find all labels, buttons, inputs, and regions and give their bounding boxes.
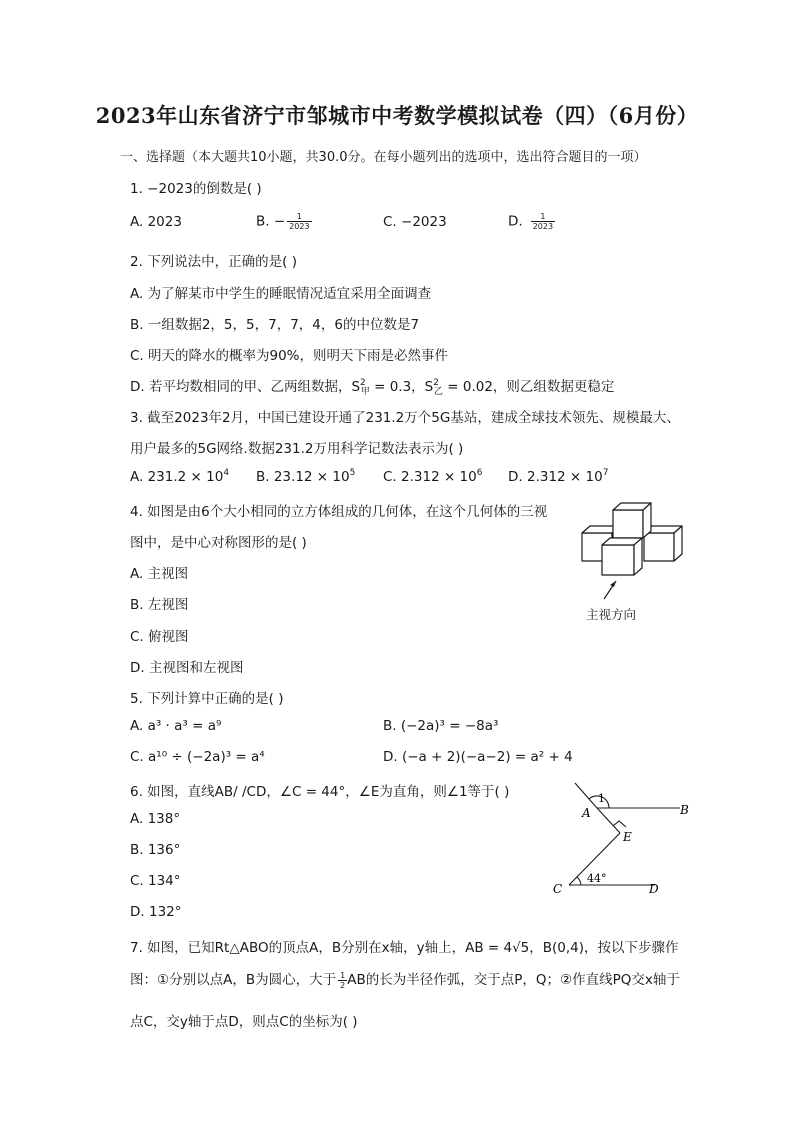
denominator: 2023	[289, 222, 310, 231]
question-6-option-d: D. 132°	[130, 904, 182, 920]
question-2-stem: 2. 下列说法中，正确的是( )	[130, 254, 297, 270]
d-sup-1: 2	[360, 378, 366, 388]
question-3-option-a	[130, 468, 229, 485]
question-3-option-d	[508, 468, 608, 485]
option-c-exp: 6	[476, 468, 483, 478]
question-4-line-1: 4. 如图是由6个大小相同的立方体组成的几何体，在这个几何体的三视	[130, 504, 548, 520]
question-1-option-b	[256, 212, 312, 231]
question-7-line-3: 点C，交y轴于点D，则点C的坐标为( )	[130, 1014, 358, 1030]
question-3-option-b	[256, 468, 355, 485]
question-1-option-d	[508, 212, 555, 231]
figure-label-a: A	[582, 806, 591, 820]
question-1-option-a: A. 2023	[130, 214, 182, 230]
option-a-text: A. 231.2 × 10	[130, 469, 224, 485]
question-5-stem: 5. 下列计算中正确的是( )	[130, 691, 284, 707]
denominator: 2	[340, 980, 346, 990]
fraction	[287, 212, 311, 231]
question-7-line-2	[130, 968, 680, 990]
denominator: 2023	[532, 222, 554, 231]
d-sup-2: 2	[433, 378, 439, 388]
d-sub-1: 甲	[360, 387, 370, 397]
fraction	[531, 212, 555, 231]
option-d-prefix: D.	[508, 213, 523, 230]
parallel-lines-figure	[545, 775, 705, 900]
section-heading: 一、选择题（本大题共10小题，共30.0分。在每小题列出的选项中，选出符合题目的一项）	[120, 150, 647, 165]
d-text-2: = 0.3，S	[369, 379, 434, 395]
cube-back-right	[644, 533, 674, 561]
half-fraction	[338, 971, 347, 990]
question-3-line-2: 用户最多的5G网络.数据231.2万用科学记数法表示为( )	[130, 441, 464, 457]
question-5-option-c: C. a¹⁰ ÷ (−2a)³ = a⁴	[130, 749, 265, 765]
line-ae	[597, 808, 620, 833]
d-text-3: = 0.02，则乙组数据更稳定	[442, 379, 615, 395]
page-title: 2023年山东省济宁市邹城市中考数学模拟试卷（四）（6月份）	[95, 103, 699, 128]
option-d-text: D. 2.312 × 10	[508, 469, 603, 485]
right-angle-mark	[613, 821, 626, 827]
question-2-option-d	[130, 375, 614, 397]
question-5-option-b: B. (−2a)³ = −8a³	[383, 718, 499, 734]
question-1-option-c: C. −2023	[383, 214, 447, 230]
figure-label-c: C	[553, 882, 563, 896]
angle-c-arc	[577, 877, 581, 885]
option-b-text: B. 23.12 × 10	[256, 469, 350, 485]
option-c-text: C. 2.312 × 10	[383, 469, 477, 485]
question-4-option-a: A. 主视图	[130, 566, 189, 582]
line-2-part-a: 图：①分别以点A，B为圆心，大于	[130, 972, 337, 988]
cube-top	[613, 510, 643, 538]
view-direction-label: 主视方向	[586, 607, 637, 622]
numerator: 1	[340, 970, 346, 980]
question-4-option-b: B. 左视图	[130, 597, 189, 613]
question-6-option-c: C. 134°	[130, 873, 181, 889]
question-3-line-1: 3. 截至2023年2月，中国已建设开通了231.2万个5G基站，建成全球技术领先、规模最大、	[130, 410, 680, 426]
numerator: 1	[531, 212, 555, 222]
question-6-stem: 6. 如图，直线AB/ /CD，∠C = 44°，∠E为直角，则∠1等于( )	[130, 784, 510, 800]
option-d-exp: 7	[602, 468, 609, 478]
question-4-option-d: D. 主视图和左视图	[130, 660, 244, 676]
cube-front	[602, 545, 634, 575]
figure-label-d: D	[649, 882, 659, 896]
question-2-option-b: B. 一组数据2，5，5，7，7，4，6的中位数是7	[130, 317, 420, 333]
question-7-line-1: 7. 如图，已知Rt△ABO的顶点A，B分别在x轴，y轴上，AB = 4√5，B(0,4)，按以下步骤作	[130, 940, 679, 956]
option-a-exp: 4	[223, 468, 230, 478]
figure-label-e: E	[623, 830, 632, 844]
question-4-line-2: 图中，是中心对称图形的是( )	[130, 535, 307, 551]
question-4-option-c: C. 俯视图	[130, 629, 189, 645]
numerator: 1	[287, 212, 311, 222]
option-b-exp: 5	[349, 468, 356, 478]
figure-angle-label: 44°	[587, 872, 607, 885]
figure-label-b: B	[680, 803, 689, 817]
question-5-option-d: D. (−a + 2)(−a−2) = a² + 4	[383, 749, 573, 765]
question-6-option-a: A. 138°	[130, 811, 181, 827]
question-2-option-c: C. 明天的降水的概率为90%，则明天下雨是必然事件	[130, 348, 449, 364]
question-5-option-a: A. a³ · a³ = a⁹	[130, 718, 222, 734]
question-2-option-a: A. 为了解某市中学生的睡眠情况适宜采用全面调查	[130, 286, 432, 302]
question-1-stem: 1. −2023的倒数是( )	[130, 181, 262, 197]
question-3-option-c	[383, 468, 482, 485]
line-2-part-b: AB的长为半径作弧，交于点P，Q；②作直线PQ交x轴于	[347, 972, 680, 988]
d-text-1: D. 若平均数相同的甲、乙两组数据，S	[130, 379, 361, 395]
d-sub-2: 乙	[433, 387, 443, 397]
figure-label-1: 1	[598, 792, 605, 805]
question-6-option-b: B. 136°	[130, 842, 181, 858]
option-b-prefix: B. −	[256, 213, 286, 230]
line-a-extension	[575, 783, 597, 808]
